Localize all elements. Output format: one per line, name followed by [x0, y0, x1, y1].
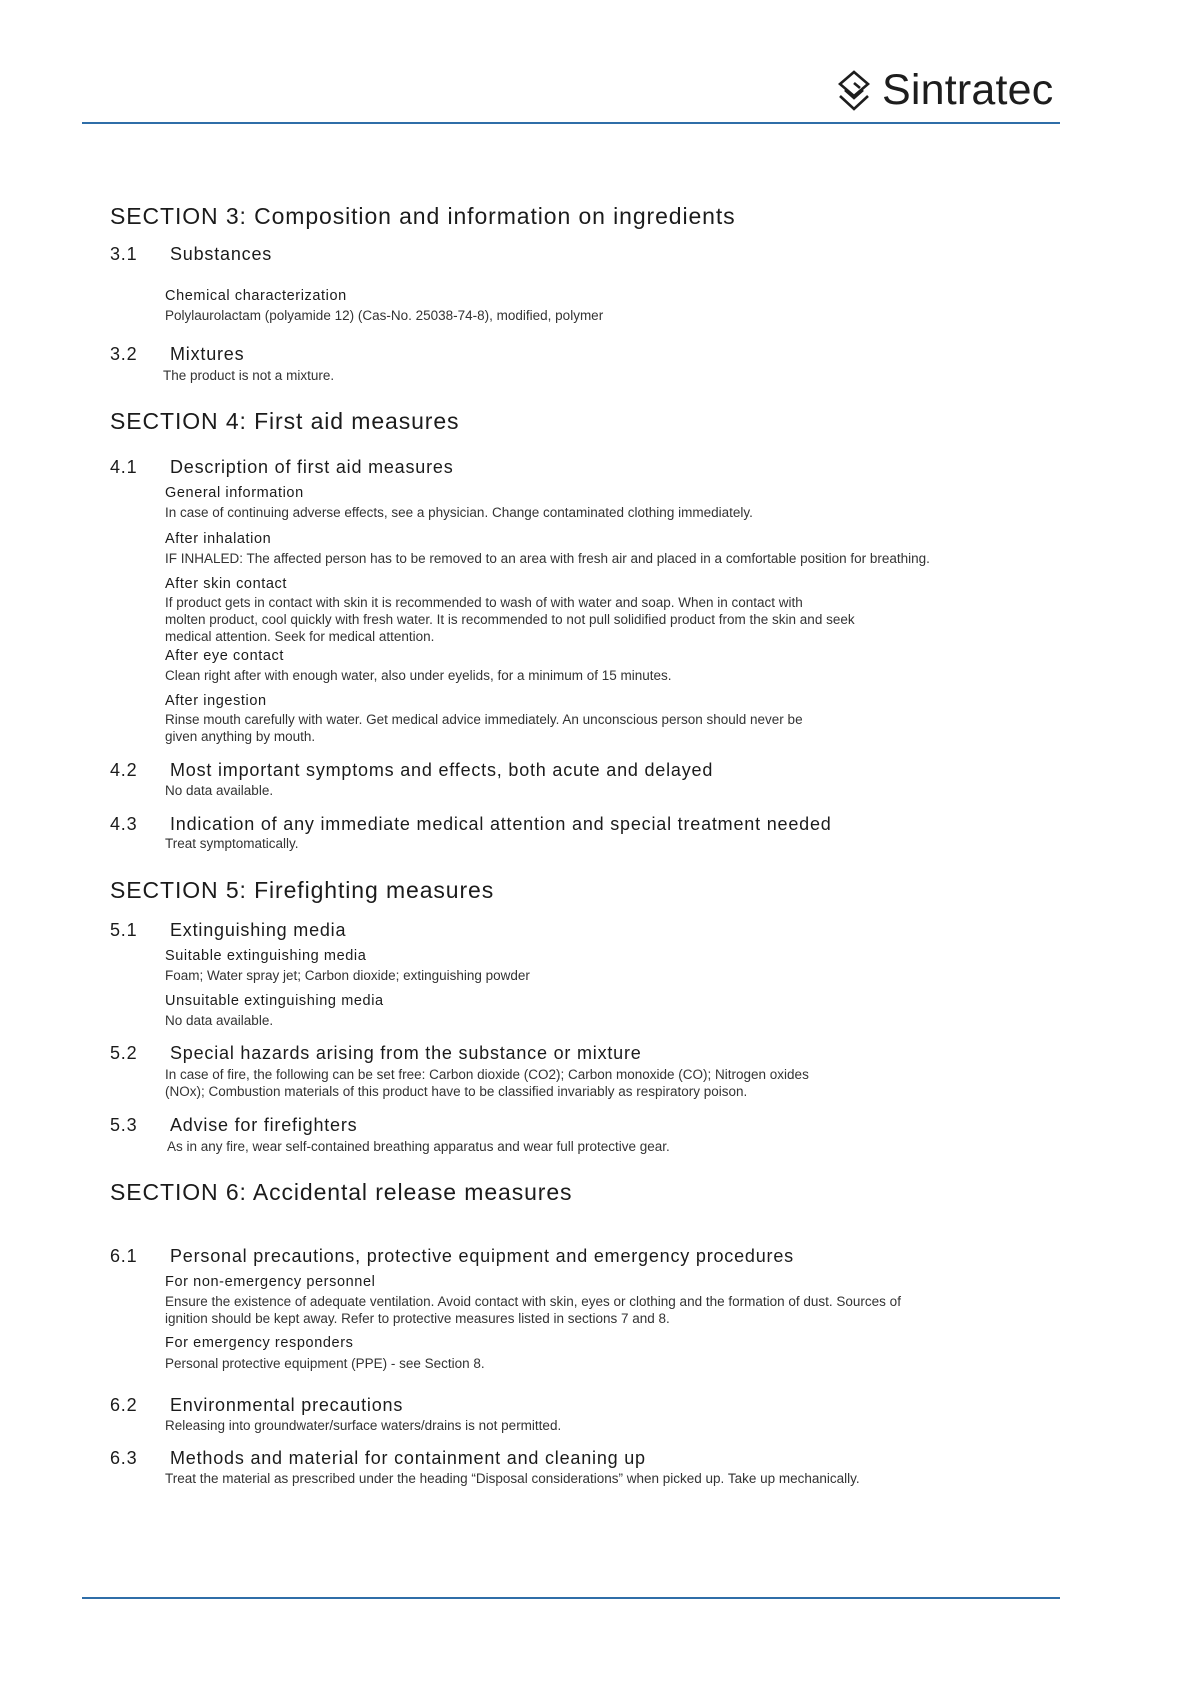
section-4-heading: SECTION 4: First aid measures [110, 408, 460, 434]
subsection-title: Most important symptoms and effects, both acute and delayed [170, 760, 714, 780]
subsection-title: Mixtures [170, 344, 245, 364]
non-emergency-personnel-label: For non-emergency personnel [165, 1274, 376, 1290]
suitable-extinguishing-media-text: Foam; Water spray jet; Carbon dioxide; extinguishing powder [165, 968, 530, 983]
after-skin-contact-text-line: If product gets in contact with skin it is recommended to wash of with water and soap. When in contact with [165, 595, 803, 610]
subsection-6-2-heading [110, 1395, 403, 1416]
chemical-characterization-text: Polylaurolactam (polyamide 12) (Cas-No. 25038-74-8), modified, polymer [165, 308, 604, 323]
after-eye-contact-text: Clean right after with enough water, also under eyelids, for a minimum of 15 minutes. [165, 668, 672, 683]
general-information-text: In case of continuing adverse effects, see a physician. Change contaminated clothing immediately. [165, 505, 753, 520]
unsuitable-extinguishing-media-label: Unsuitable extinguishing media [165, 993, 384, 1009]
subsection-3-2-heading [110, 344, 244, 365]
special-hazards-text-line: In case of fire, the following can be set free: Carbon dioxide (CO2); Carbon monoxide (CO); Nitrogen oxides [165, 1067, 809, 1082]
section-6-heading: SECTION 6: Accidental release measures [110, 1179, 573, 1205]
sintratec-logo-icon [836, 69, 872, 113]
unsuitable-extinguishing-media-text: No data available. [165, 1013, 274, 1028]
suitable-extinguishing-media-label: Suitable extinguishing media [165, 948, 367, 964]
subsection-3-1-heading [110, 244, 272, 265]
after-skin-contact-label: After skin contact [165, 576, 288, 592]
subsection-title: Description of first aid measures [170, 457, 454, 477]
subsection-title: Substances [170, 244, 273, 264]
emergency-responders-label: For emergency responders [165, 1335, 354, 1351]
subsection-title: Extinguishing media [170, 920, 347, 940]
subsection-number: 3.1 [110, 244, 138, 264]
subsection-number: 6.2 [110, 1395, 138, 1415]
subsection-title: Personal precautions, protective equipment and emergency procedures [170, 1246, 794, 1266]
subsection-title: Methods and material for containment and cleaning up [170, 1448, 646, 1468]
medical-attention-text: Treat symptomatically. [165, 836, 299, 851]
subsection-number: 5.3 [110, 1115, 138, 1135]
subsection-title: Advise for firefighters [170, 1115, 358, 1135]
subsection-number: 3.2 [110, 344, 138, 364]
symptoms-text: No data available. [165, 783, 274, 798]
subsection-number: 5.2 [110, 1043, 138, 1063]
subsection-6-3-heading [110, 1448, 646, 1469]
subsection-number: 6.1 [110, 1246, 138, 1266]
brand-logo [836, 66, 1054, 115]
header-divider [82, 122, 1060, 124]
non-emergency-personnel-text-line: Ensure the existence of adequate ventilation. Avoid contact with skin, eyes or clothing and the formation of dust. Sources of [165, 1294, 901, 1309]
mixtures-text: The product is not a mixture. [163, 368, 335, 383]
subsection-title: Special hazards arising from the substance or mixture [170, 1043, 642, 1063]
environmental-precautions-text: Releasing into groundwater/surface waters/drains is not permitted. [165, 1418, 562, 1433]
after-inhalation-label: After inhalation [165, 531, 272, 547]
section-3-heading: SECTION 3: Composition and information on ingredients [110, 203, 736, 229]
special-hazards-text-line: (NOx); Combustion materials of this product have to be classified invariably as respiratory poison. [165, 1084, 748, 1099]
after-ingestion-label: After ingestion [165, 693, 267, 709]
after-ingestion-text-line: Rinse mouth carefully with water. Get medical advice immediately. An unconscious person should never be [165, 712, 803, 727]
chemical-characterization-label: Chemical characterization [165, 288, 347, 304]
footer-divider [82, 1597, 1060, 1599]
firefighters-advice-text: As in any fire, wear self-contained breathing apparatus and wear full protective gear. [167, 1139, 670, 1154]
subsection-number: 5.1 [110, 920, 138, 940]
after-eye-contact-label: After eye contact [165, 648, 285, 664]
after-ingestion-text-line: given anything by mouth. [165, 729, 316, 744]
containment-cleaning-text: Treat the material as prescribed under the heading “Disposal considerations” when picked up. Take up mechanically. [165, 1471, 860, 1486]
subsection-5-2-heading [110, 1043, 642, 1064]
subsection-5-1-heading [110, 920, 346, 941]
subsection-4-2-heading [110, 760, 713, 781]
subsection-title: Indication of any immediate medical attention and special treatment needed [170, 814, 832, 834]
subsection-5-3-heading [110, 1115, 357, 1136]
emergency-responders-text: Personal protective equipment (PPE) - see Section 8. [165, 1356, 485, 1371]
after-inhalation-text: IF INHALED: The affected person has to be removed to an area with fresh air and placed in a comfortable position for breathing. [165, 551, 930, 566]
after-skin-contact-text-line: molten product, cool quickly with fresh water. It is recommended to not pull solidified product from the skin and seek [165, 612, 855, 627]
general-information-label: General information [165, 485, 304, 501]
subsection-4-3-heading [110, 814, 832, 835]
subsection-number: 6.3 [110, 1448, 138, 1468]
subsection-title: Environmental precautions [170, 1395, 404, 1415]
subsection-number: 4.1 [110, 457, 138, 477]
subsection-4-1-heading [110, 457, 454, 478]
non-emergency-personnel-text-line: ignition should be kept away. Refer to protective measures listed in sections 7 and 8. [165, 1311, 670, 1326]
subsection-number: 4.2 [110, 760, 138, 780]
subsection-number: 4.3 [110, 814, 138, 834]
section-5-heading: SECTION 5: Firefighting measures [110, 877, 495, 903]
after-skin-contact-text-line: medical attention. Seek for medical attention. [165, 629, 435, 644]
brand-name: Sintratec [882, 66, 1054, 114]
subsection-6-1-heading [110, 1246, 794, 1267]
